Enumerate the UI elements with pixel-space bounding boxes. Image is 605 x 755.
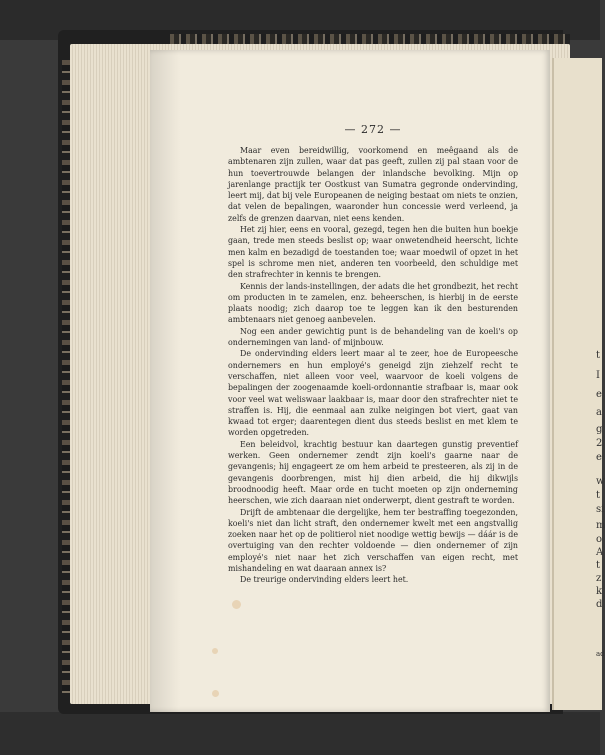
facing-fragment: e bbox=[596, 452, 602, 463]
facing-fragment: e bbox=[596, 389, 602, 400]
facing-fragment: a bbox=[596, 407, 602, 418]
page-gutter-shadow bbox=[150, 50, 180, 712]
facing-fragment: t bbox=[596, 490, 601, 501]
foxing-spot bbox=[212, 690, 219, 697]
facing-fragment: ad bbox=[596, 650, 605, 658]
facing-fragment: t bbox=[596, 350, 601, 361]
foxing-spot bbox=[232, 600, 241, 609]
foxing-spot bbox=[212, 648, 218, 654]
paragraph: Een beleidvol, krachtig bestuur kan daartegen gunstig preventief werken. Geen ondernemer zendt zijn koeli's gaarne naar de gevangenis; hij engageert ze om hem arbeid te presteeren, als zij in de gevangenis doorbrengen, mist hij dien arbeid, die hij dikwijls broodnoodig heeft. Maar orde en tucht moeten op zijn onderneming heerschen, wie zich daaraan niet onderwerpt, dient gestraft te worden. bbox=[228, 439, 518, 506]
facing-fragment: t bbox=[596, 560, 601, 571]
facing-fragment: A bbox=[596, 547, 604, 558]
page-number: — 272 — bbox=[344, 123, 402, 136]
paragraph: Kennis der lands-instellingen, der adats die het grondbezit, het recht om producten in te zamelen, enz. beheerschen, is hierbij in de eerste plaats noodig; zich daarop toe te leggen kan ik den besturenden ambtenaars niet genoeg aanbevelen. bbox=[228, 281, 518, 325]
paragraph: Nog een ander gewichtig punt is de behandeling van de koeli's op ondernemingen van land- of mijnbouw. bbox=[228, 326, 518, 348]
facing-fragment: si bbox=[596, 504, 605, 515]
facing-fragment: 2 bbox=[596, 438, 603, 449]
facing-fragment: d bbox=[596, 599, 603, 610]
facing-fragment: g bbox=[596, 424, 603, 435]
facing-fragment: k bbox=[596, 586, 603, 597]
facing-fragment: o bbox=[596, 534, 603, 545]
paragraph: Drijft de ambtenaar die dergelijke, hem ter bestraffing toegezonden, koeli's niet dan licht straft, den ondernemer kwelt met een angstvallig zoeken naar het op de politierol niet noodige wettig bewijs — dáár is de overtuiging van den rechter voldoende — dien ondernemer of zijn employé's niet naar het zich verschaffen van eigen recht, met mishandeling en wat daaraan annex is? bbox=[228, 507, 518, 573]
facing-fragment: m bbox=[596, 520, 605, 531]
paragraph: De ondervinding elders leert maar al te zeer, hoe de Europeesche ondernemers en hun employé's geneigd zijn ziehzelf recht te verschaffen, niet alleen voor veel, waarvoor de koeli volgens de bepalingen der zoogenaamde koeli-ordonnantie strafbaar is, maar ook voor veel wat weliswaar laakbaar is, maar door den strafrechter niet te straffen is. Hij, die eenmaal aan zulke neigingen bot viert, gaat van kwaad tot erger; daarentegen dient dus steeds beslist en met klem te worden opgetreden. bbox=[228, 349, 518, 438]
cover-marble-edge bbox=[170, 34, 570, 44]
paragraph: Het zij hier, eens en vooral, gezegd, tegen hen die buiten hun boekje gaan, trede men steeds beslist op; waar onwetendheid heerscht, lichte men kalm en bezadigd de toestanden toe; waar moedwil of opzet in het spel is schrome men niet, anderen ten voorbeeld, den schuldige met den strafrechter in kennis te brengen. bbox=[228, 225, 518, 280]
background-bottom bbox=[0, 712, 600, 755]
spine-marble-edge bbox=[62, 60, 70, 700]
facing-fragment: w bbox=[596, 476, 605, 487]
paragraph: Maar even bereidwillig, voorkomend en meêgaand als de ambtenaren zijn zullen, waar dat pas geeft, zullen zij pal staan voor de hun toevertrouwde belangen der inlandsche bevolking. Mijn op jarenlange practijk ter Oostkust van Sumatra gegronde ondervinding, leert mij, dat bij vele Europeanen de neiging bestaat om niets te onzien, dat velen de bepalingen, waaronder hun concessie werd verleend, ja zelfs de grenzen daarvan, niet eens kenden. bbox=[228, 146, 518, 223]
facing-page bbox=[552, 58, 605, 710]
facing-fragment: z bbox=[596, 573, 602, 584]
facing-fragment: I bbox=[596, 370, 600, 381]
body-text bbox=[228, 145, 518, 586]
paragraph: De treurige ondervinding elders leert het. bbox=[240, 575, 409, 585]
